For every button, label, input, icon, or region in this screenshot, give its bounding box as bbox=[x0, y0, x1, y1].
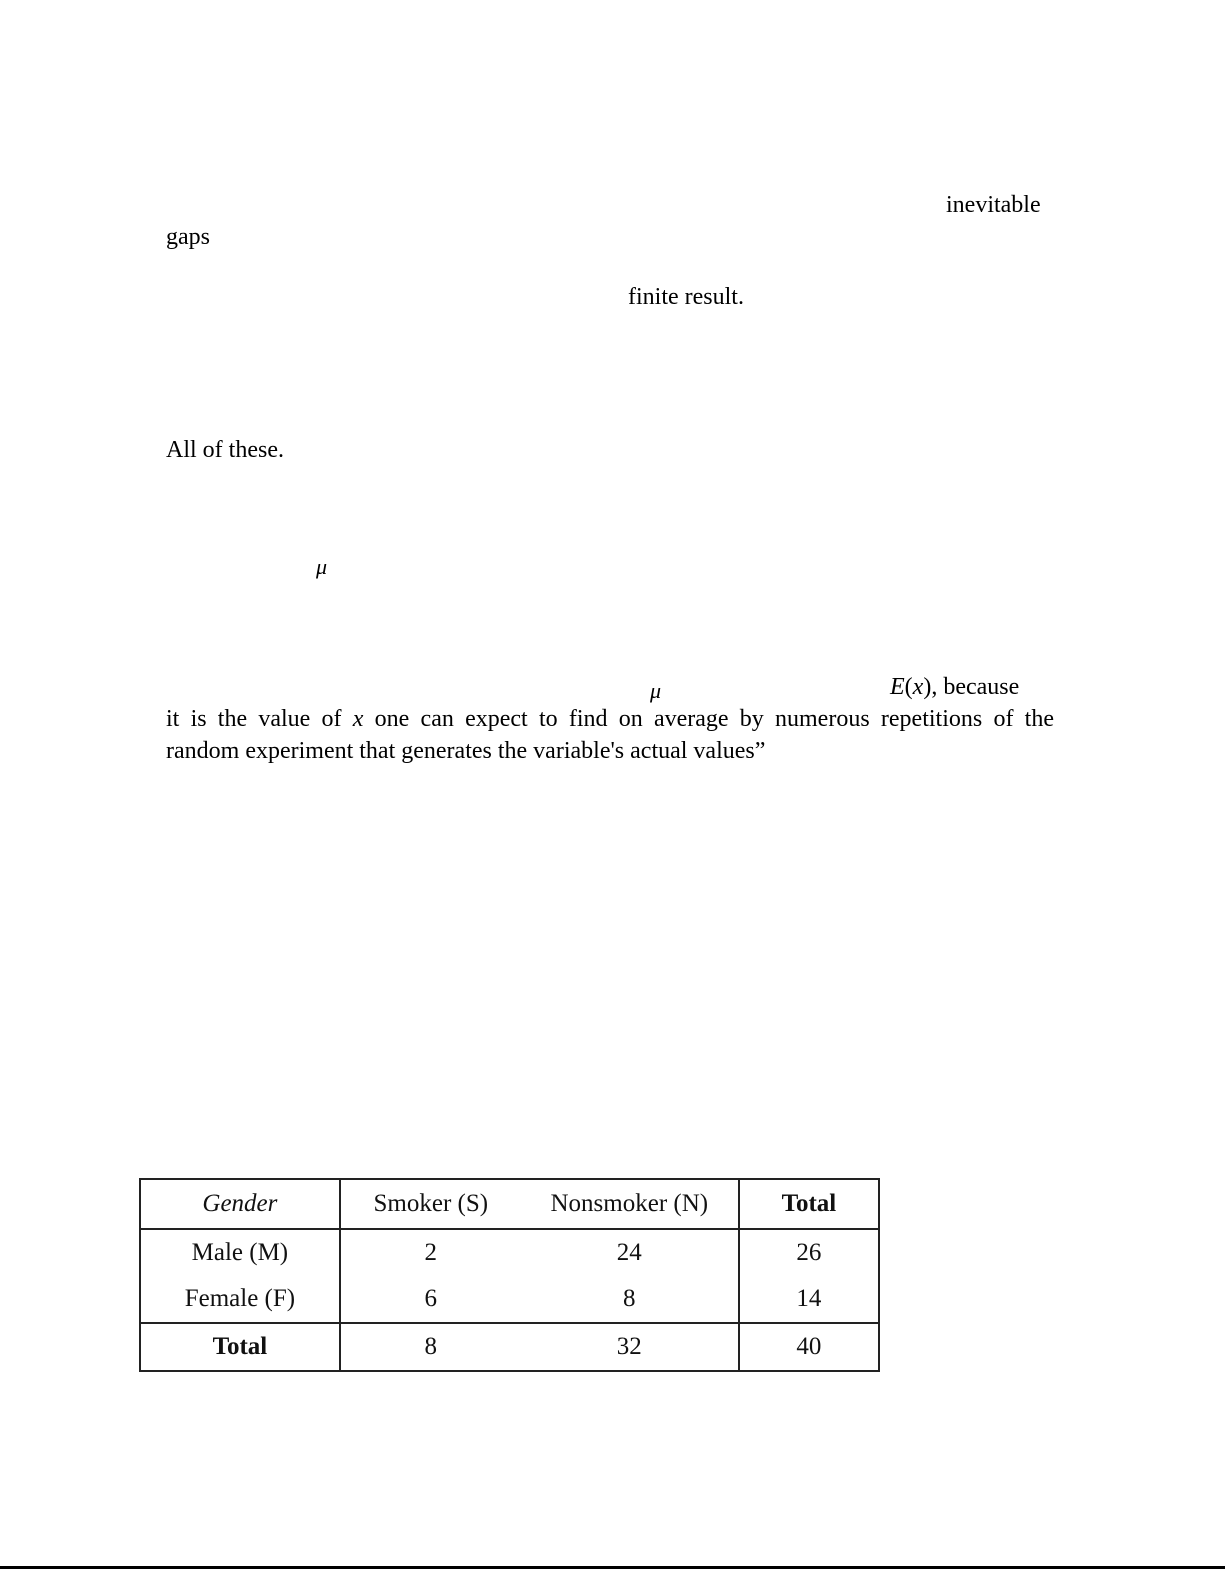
cell-total: 26 bbox=[739, 1229, 879, 1276]
text-fragment-gaps: gaps bbox=[166, 224, 210, 250]
paren: ( bbox=[904, 674, 913, 700]
header-smoker: Smoker (S) bbox=[340, 1179, 521, 1229]
cell-smoker: 2 bbox=[424, 1239, 438, 1266]
cell-nonsmoker: 8 bbox=[521, 1276, 739, 1323]
total-total: 40 bbox=[739, 1323, 879, 1371]
table-total-row bbox=[140, 1323, 879, 1371]
expected-value-symbol: E bbox=[890, 674, 905, 700]
quote-paragraph bbox=[166, 704, 1054, 767]
text-fragment-all-of-these: All of these. bbox=[166, 437, 284, 463]
cell-nonsmoker: 24 bbox=[521, 1229, 739, 1276]
table-header-row bbox=[140, 1179, 879, 1229]
quote-text: it is the value of bbox=[166, 706, 353, 732]
row-label: Male (M) bbox=[140, 1229, 340, 1276]
variable-x: x bbox=[912, 674, 924, 700]
expected-value-notation bbox=[890, 672, 1019, 703]
header-total: Total bbox=[739, 1179, 879, 1229]
quote-text: one can expect to find on average by numerous repetitions of the bbox=[363, 706, 1054, 732]
total-smoker: 8 bbox=[340, 1323, 521, 1371]
total-nonsmoker: 32 bbox=[521, 1323, 739, 1371]
table-row bbox=[140, 1229, 879, 1276]
mu-symbol: μ bbox=[650, 678, 662, 703]
variable-x: x bbox=[352, 706, 364, 732]
header-gender: Gender bbox=[140, 1179, 340, 1229]
total-label: Total bbox=[140, 1323, 340, 1371]
text-fragment-inevitable: inevitable bbox=[946, 192, 1041, 218]
because-text: ), because bbox=[923, 674, 1020, 700]
row-label: Female (F) bbox=[140, 1276, 340, 1323]
smoker-gender-table bbox=[139, 1178, 880, 1372]
mu-symbol: μ bbox=[316, 554, 328, 579]
page-bottom-rule bbox=[0, 1566, 1225, 1569]
quote-line-3: random experiment that generates the variable's actual values” bbox=[166, 737, 766, 764]
table-row bbox=[140, 1276, 879, 1323]
header-nonsmoker: Nonsmoker (N) bbox=[521, 1179, 739, 1229]
cell-smoker: 6 bbox=[424, 1285, 438, 1312]
cell-total: 14 bbox=[739, 1276, 879, 1323]
quote-line-2 bbox=[166, 704, 1054, 736]
text-fragment-finite-result: finite result. bbox=[628, 284, 744, 310]
